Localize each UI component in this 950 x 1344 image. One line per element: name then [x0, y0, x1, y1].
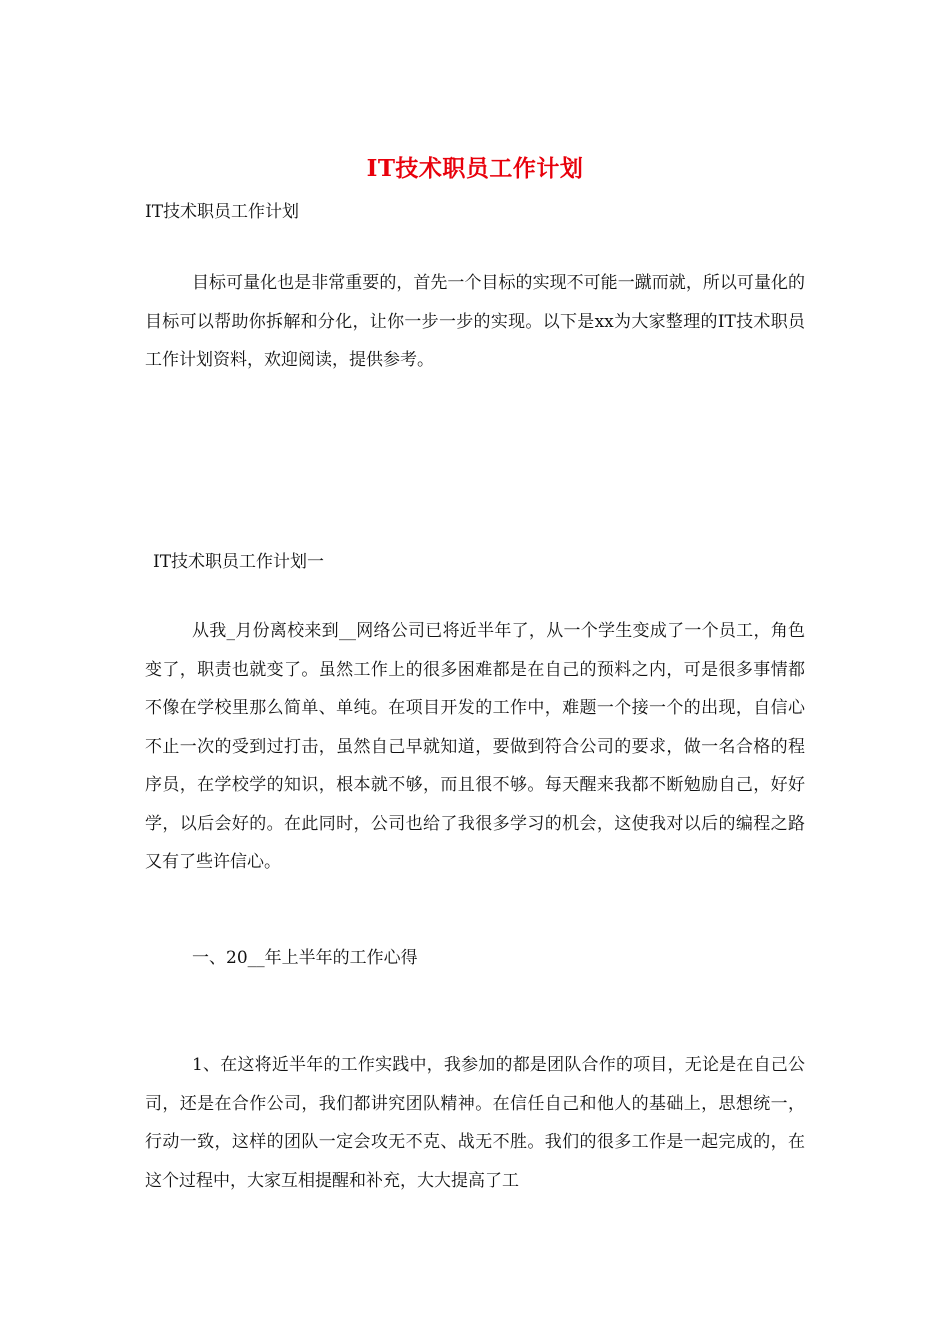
section-body-paragraph: 从我_月份离校来到__网络公司已将近半年了，从一个学生变成了一个员工，角色变了，职责也就变了。虽然工作上的很多困难都是在自己的预料之内，可是很多事情都不像在学校里那么简单、单纯。在项目开发的工作中，难题一个接一个的出现，自信心不止一次的受到过打击，虽然自己早就知道，要做到符合公司的要求，做一名合格的程序员，在学校学的知识，根本就不够，而且很不够。每天醒来我都不断勉励自己，好好学，以后会好的。在此同时，公司也给了我很多学习的机会，这使我对以后的编程之路又有了些许信心。 — [145, 621, 805, 872]
subsection-heading: 一、20__年上半年的工作心得 — [192, 948, 418, 968]
document-subtitle: IT技术职员工作计划 — [145, 202, 300, 222]
section-heading: IT技术职员工作计划一 — [153, 552, 325, 572]
document-title: IT技术职员工作计划 — [366, 155, 584, 182]
intro-paragraph: 目标可量化也是非常重要的，首先一个目标的实现不可能一蹴而就，所以可量化的目标可以帮助你拆解和分化，让你一步一步的实现。以下是xx为大家整理的IT技术职员工作计划资料，欢迎阅读，提供参考。 — [145, 273, 805, 370]
point-paragraph: 1、在这将近半年的工作实践中，我参加的都是团队合作的项目，无论是在自己公司，还是在合作公司，我们都讲究团队精神。在信任自己和他人的基础上，思想统一，行动一致，这样的团队一定会攻无不克、战无不胜。我们的很多工作是一起完成的，在这个过程中，大家互相提醒和补充，大大提高了工 — [145, 1055, 805, 1191]
